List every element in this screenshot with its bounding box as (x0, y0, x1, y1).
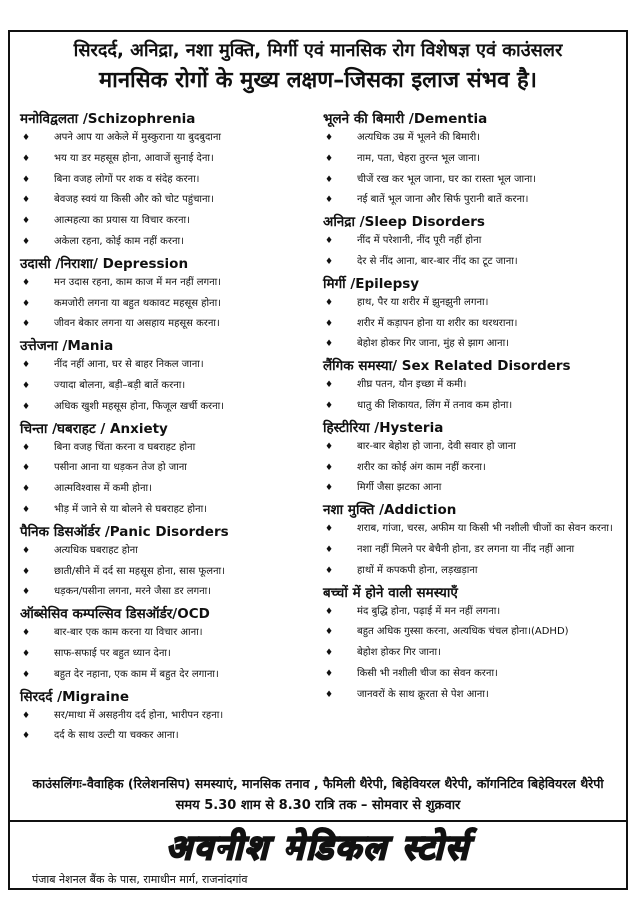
symptom-text: बिना वजह चिंता करना व घबराहट होना (54, 441, 196, 453)
symptom-text: बिना वजह लोगों पर शक व संदेह करना। (54, 173, 200, 185)
symptom-text: नाम, पता, चेहरा तुरन्त भूल जाना। (357, 152, 481, 164)
diamond-bullet-icon: ♦ (325, 441, 334, 452)
store-name: अवनीश मेडिकल स्टोर्स (166, 828, 470, 868)
diamond-bullet-icon: ♦ (22, 731, 31, 742)
section-title: भूलने की बिमारी /Dementia (323, 111, 488, 127)
symptom-item (323, 293, 616, 314)
symptom-item (323, 375, 616, 396)
symptom-item (20, 149, 313, 170)
diamond-bullet-icon: ♦ (325, 544, 334, 555)
diamond-bullet-icon: ♦ (22, 442, 31, 453)
diamond-bullet-icon: ♦ (22, 463, 31, 474)
symptom-item (323, 478, 616, 499)
symptom-item (323, 149, 616, 170)
symptom-text: शीघ्र पतन, यौन इच्छा में कमी। (357, 379, 467, 391)
diamond-bullet-icon: ♦ (325, 483, 334, 494)
diamond-bullet-icon: ♦ (22, 277, 31, 288)
symptom-text: मन उदास रहना, काम काज में मन नहीं लगना। (54, 276, 222, 288)
diamond-bullet-icon: ♦ (325, 565, 334, 576)
symptom-text: बेहोश होकर गिर जाना, मुंह से झाग आना। (357, 338, 509, 350)
diamond-bullet-icon: ♦ (22, 133, 31, 143)
symptom-item (323, 314, 616, 335)
counselling-services: काउंसलिंगः-वैवाहिक (रिलेशनसिप) समस्याएं, मानसिक तनाव , फैमिली थैरेपी, बिहेवियरल थैरेपी, कॉगनिटिव बिहेवियरल थैरेपी (32, 776, 604, 791)
diamond-bullet-icon: ♦ (22, 195, 31, 206)
symptom-text: अपने आप या अकेले में मुस्कुराना या बुदबुदाना (54, 132, 222, 143)
symptom-text: छाती/सीने में दर्द सा महसूस होना, सास फूलना। (54, 565, 225, 577)
diamond-bullet-icon: ♦ (22, 545, 31, 556)
diamond-bullet-icon: ♦ (22, 587, 31, 598)
symptom-item (323, 602, 616, 623)
symptom-item (20, 355, 313, 376)
section-title: बच्चों में होने वाली समस्याएँ (323, 584, 458, 601)
symptom-item (20, 128, 313, 149)
symptom-item (323, 252, 616, 273)
diamond-bullet-icon: ♦ (325, 297, 334, 308)
section-title: हिस्टीरिया /Hysteria (323, 419, 444, 436)
symptom-text: बार-बार एक काम करना या विचार आना। (54, 627, 203, 639)
diamond-bullet-icon: ♦ (22, 648, 31, 659)
symptom-item (20, 541, 313, 562)
symptom-text: अधिक खुशी महसूस होना, फिजूल खर्ची करना। (54, 400, 225, 412)
poster-frame (8, 30, 628, 890)
diamond-bullet-icon: ♦ (325, 524, 334, 535)
diamond-bullet-icon: ♦ (325, 689, 334, 700)
diamond-bullet-icon: ♦ (22, 216, 31, 227)
symptom-item (20, 170, 313, 191)
section-title: ऑब्सेसिव कम्पल्सिव डिसऑर्डर/OCD (20, 606, 210, 623)
symptom-text: जानवरों के साथ क्रूरता से पेश आना। (357, 688, 489, 700)
diamond-bullet-icon: ♦ (22, 174, 31, 185)
symptom-text: ज्यादा बोलना, बड़ी–बड़ी बातें करना। (54, 379, 186, 391)
symptom-item (323, 437, 616, 458)
diamond-bullet-icon: ♦ (22, 710, 31, 721)
diamond-bullet-icon: ♦ (325, 668, 334, 679)
diamond-bullet-icon: ♦ (22, 380, 31, 391)
symptom-text: धातु की शिकायत, लिंग में तनाव कम होना। (357, 399, 513, 411)
symptom-item (20, 623, 313, 644)
symptom-item (20, 397, 313, 418)
section-title: पैनिक डिसऑर्डर /Panic Disorders (20, 523, 229, 540)
diamond-bullet-icon: ♦ (325, 133, 334, 143)
symptom-text: भीड़ में जाने से या बोलने से घबराहट होना। (54, 503, 207, 515)
diamond-bullet-icon: ♦ (22, 628, 31, 639)
symptom-item (20, 458, 313, 479)
symptom-item (20, 479, 313, 500)
diamond-bullet-icon: ♦ (325, 339, 334, 350)
symptom-item (323, 685, 616, 706)
symptom-text: बहुत देर नहाना, एक काम में बहुत देर लगाना। (54, 668, 219, 680)
symptom-item (323, 540, 616, 561)
symptom-text: साफ-सफाई पर बहुत ध्यान देना। (54, 647, 171, 659)
symptom-item (20, 232, 313, 253)
symptom-text: बेवजह स्वयं या किसी और को चोट पहुंचाना। (54, 194, 214, 206)
symptom-columns (20, 108, 616, 747)
symptom-item (323, 519, 616, 540)
symptom-text: मिर्गी जैसा झटका आना (357, 482, 442, 494)
diamond-bullet-icon: ♦ (22, 319, 31, 330)
symptom-item (323, 561, 616, 582)
symptom-item (20, 273, 313, 294)
symptom-item (20, 438, 313, 459)
diamond-bullet-icon: ♦ (22, 401, 31, 412)
symptom-text: हाथ, पैर या शरीर में झुनझुनी लगना। (357, 296, 489, 308)
symptom-item (20, 314, 313, 335)
section-title: लैंगिक समस्या/ Sex Related Disorders (323, 358, 571, 375)
diamond-bullet-icon: ♦ (22, 298, 31, 309)
symptom-item (20, 294, 313, 315)
symptom-text: सर/माथा में असहनीय दर्द होना, भारीपन रहना। (54, 709, 224, 721)
diamond-bullet-icon: ♦ (325, 318, 334, 329)
section-title: सिरदर्द /Migraine (20, 688, 129, 705)
symptom-text: धड़कन/पसीना लगना, मरने जैसा डर लगना। (54, 586, 212, 598)
symptom-item (323, 396, 616, 417)
symptom-item (20, 644, 313, 665)
symptom-item (20, 562, 313, 583)
left-column (20, 108, 313, 747)
diamond-bullet-icon: ♦ (325, 400, 334, 411)
symptom-item (20, 582, 313, 603)
symptom-text: अत्यधिक घबराहट होना (54, 544, 138, 556)
diamond-bullet-icon: ♦ (325, 174, 334, 185)
symptom-text: अकेला रहना, कोई काम नहीं करना। (54, 235, 184, 247)
symptom-text: जीवन बेकार लगना या असहाय महसूस करना। (54, 318, 220, 330)
section-title: चिन्ता /घबराहट / Anxiety (20, 420, 168, 437)
symptom-item (323, 458, 616, 479)
store-banner (10, 820, 626, 890)
section-title: उत्तेजना /Mania (20, 338, 114, 355)
symptom-text: बेहोश होकर गिर जाना। (357, 647, 441, 659)
diamond-bullet-icon: ♦ (22, 484, 31, 495)
symptom-text: चीजें रख कर भूल जाना, घर का रास्ता भूल जाना। (357, 173, 537, 185)
poster-subheadline: मानसिक रोगों के मुख्य लक्षण–जिसका इलाज संभव है। (98, 68, 538, 93)
symptom-item (20, 665, 313, 686)
diamond-bullet-icon: ♦ (325, 462, 334, 473)
section-title: अनिद्रा /Sleep Disorders (323, 214, 485, 231)
symptom-text: नींद नहीं आना, घर से बाहर निकल जाना। (54, 359, 204, 371)
symptom-text: शरीर में कड़ापन होना या शरीर का थरथराना। (357, 317, 518, 329)
diamond-bullet-icon: ♦ (325, 195, 334, 206)
right-column (323, 108, 616, 747)
symptom-item (20, 376, 313, 397)
diamond-bullet-icon: ♦ (22, 669, 31, 680)
symptom-text: शराब, गांजा, चरस, अफीम या किसी भी नशीली चीजों का सेवन करना। (357, 523, 613, 535)
symptom-item (323, 622, 616, 643)
clinic-timing: समय 5.30 शाम से 8.30 रात्रि तक – सोमवार से शुक्रवार (175, 798, 461, 813)
diamond-bullet-icon: ♦ (22, 504, 31, 515)
symptom-text: आत्महत्या का प्रयास या विचार करना। (54, 215, 190, 227)
diamond-bullet-icon: ♦ (325, 648, 334, 659)
section-title: मनोविद्वलता /Schizophrenia (20, 111, 196, 127)
symptom-item (20, 706, 313, 727)
symptom-text: शरीर का कोई अंग काम नहीं करना। (357, 461, 486, 473)
symptom-item (323, 334, 616, 355)
diamond-bullet-icon: ♦ (22, 153, 31, 164)
diamond-bullet-icon: ♦ (325, 606, 334, 617)
diamond-bullet-icon: ♦ (325, 153, 334, 164)
symptom-item (323, 231, 616, 252)
symptom-text: पसीना आना या धड़कन तेज हो जाना (54, 462, 187, 474)
symptom-item (323, 190, 616, 211)
symptom-item (323, 643, 616, 664)
section-title: उदासी /निराशा/ Depression (20, 255, 189, 272)
poster-headline: सिरदर्द, अनिद्रा, नशा मुक्ति, मिर्गी एवं मानसिक रोग विशेषज्ञ एवं काउंसलर (73, 40, 563, 61)
store-address: पंजाब नेशनल बैंक के पास, रामाधीन मार्ग, राजनांदगांव (32, 873, 248, 886)
symptom-text: भय या डर महसूस होना, आवाजें सुनाई देना। (54, 152, 214, 164)
diamond-bullet-icon: ♦ (22, 566, 31, 577)
symptom-item (20, 211, 313, 232)
symptom-text: मंद बुद्धि होना, पढ़ाई में मन नहीं लगना। (357, 605, 501, 617)
symptom-item (20, 726, 313, 747)
diamond-bullet-icon: ♦ (22, 236, 31, 247)
diamond-bullet-icon: ♦ (22, 360, 31, 371)
symptom-text: देर से नींद आना, बार-बार नींद का टूट जाना। (357, 255, 518, 267)
diamond-bullet-icon: ♦ (325, 627, 334, 638)
symptom-text: नई बातें भूल जाना और सिर्फ पुरानी बातें करना। (357, 194, 529, 206)
symptom-text: अत्यधिक उम्र में भूलने की बिमारी। (357, 132, 481, 143)
symptom-text: कमजोरी लगना या बहुत थकावट महसूस होना। (54, 297, 221, 309)
symptom-text: बार-बार बेहोश हो जाना, देवी सवार हो जाना (357, 440, 516, 452)
symptom-text: हाथों में कपकपी होना, लड़खड़ाना (357, 564, 478, 576)
symptom-item (323, 128, 616, 149)
diamond-bullet-icon: ♦ (325, 236, 334, 247)
symptom-text: किसी भी नशीली चीज का सेवन करना। (357, 667, 498, 679)
symptom-item (20, 500, 313, 521)
section-title: नशा मुक्ति /Addiction (323, 502, 457, 519)
symptom-text: आत्मविश्वास में कमी होना। (54, 483, 152, 495)
diamond-bullet-icon: ♦ (325, 256, 334, 267)
symptom-text: दर्द के साथ उल्टी या चक्कर आना। (54, 730, 179, 742)
diamond-bullet-icon: ♦ (325, 380, 334, 391)
symptom-text: नींद में परेशानी, नींद पूरी नहीं होना (357, 235, 482, 247)
symptom-item (323, 170, 616, 191)
symptom-item (20, 190, 313, 211)
section-title: मिर्गी /Epilepsy (323, 275, 420, 292)
symptom-item (323, 664, 616, 685)
symptom-text: बहुत अधिक गुस्सा करना, अत्यधिक चंचल होना।(ADHD) (357, 626, 569, 638)
symptom-text: नशा नहीं मिलने पर बेचैनी होना, डर लगना या नींद नहीं आना (357, 543, 575, 555)
